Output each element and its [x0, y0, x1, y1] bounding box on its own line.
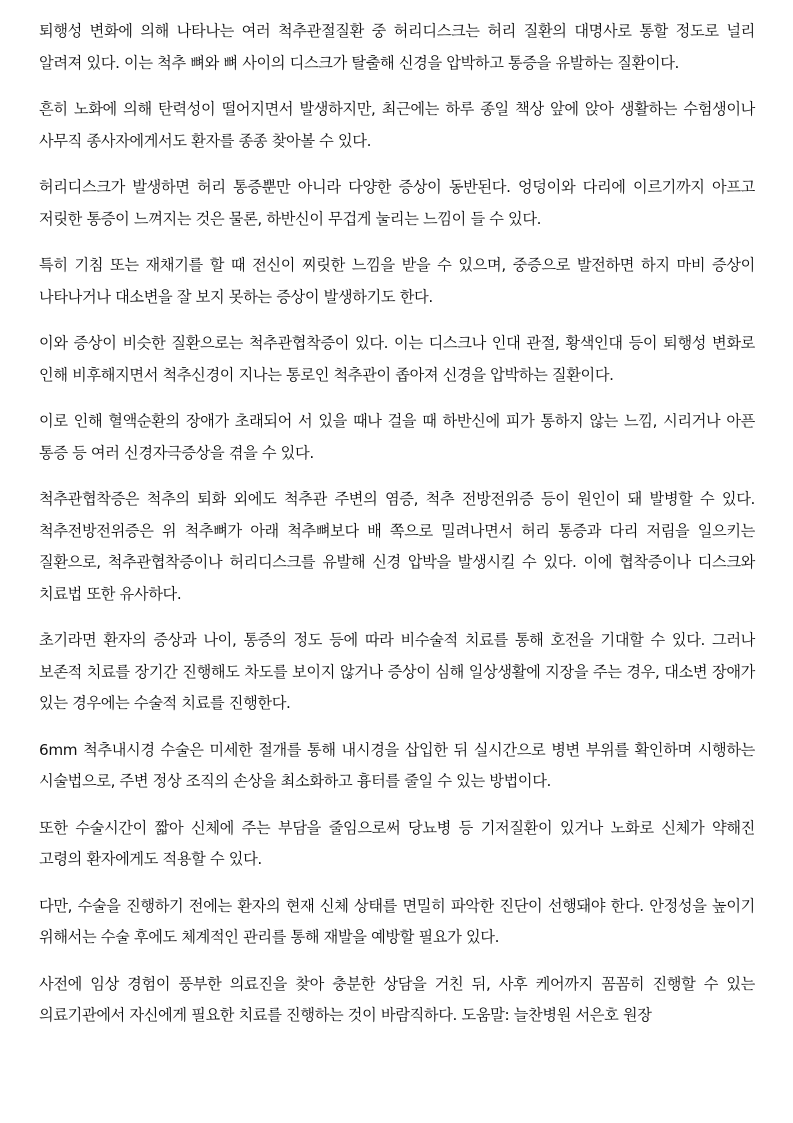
paragraph-12: 사전에 임상 경험이 풍부한 의료진을 찾아 충분한 상담을 거친 뒤, 사후 케어까지 꼼꼼히 진행할 수 있는 의료기관에서 자신에게 필요한 치료를 진행하는 것이 바람직하다. 도움말: 늘찬병원 서은호 원장 — [39, 974, 755, 1024]
paragraph-9: 6mm 척추내시경 수술은 미세한 절개를 통해 내시경을 삽입한 뒤 실시간으로 병변 부위를 확인하며 시행하는 시술법으로, 주변 정상 조직의 손상을 최소화하고 흉터를 줄일 수 있는 방법이다. — [39, 740, 755, 790]
paragraph-11: 다만, 수술을 진행하기 전에는 환자의 현재 신체 상태를 면밀히 파악한 진단이 선행돼야 한다. 안정성을 높이기 위해서는 수술 후에도 체계적인 관리를 통해 재발을 예방할 필요가 있다. — [39, 896, 755, 946]
paragraph-10: 또한 수술시간이 짧아 신체에 주는 부담을 줄임으로써 당뇨병 등 기저질환이 있거나 노화로 신체가 약해진 고령의 환자에게도 적용할 수 있다. — [39, 818, 755, 868]
paragraph-8: 초기라면 환자의 증상과 나이, 통증의 정도 등에 따라 비수술적 치료를 통해 호전을 기대할 수 있다. 그러나 보존적 치료를 장기간 진행해도 차도를 보이지 않거나 증상이 심해 일상생활에 지장을 주는 경우, 대소변 장애가 있는 경우에는 수술적 치료를 진행한다. — [39, 631, 755, 712]
paragraph-7: 척추관협착증은 척추의 퇴화 외에도 척추관 주변의 염증, 척추 전방전위증 등이 원인이 돼 발병할 수 있다. 척추전방전위증은 위 척추뼈가 아래 척추뼈보다 배 쪽으로 밀려나면서 허리 통증과 다리 저림을 일으키는 질환으로, 척추관협착증이나 허리디스크를 유발해 신경 압박을 발생시킬 수 있다. 이에 협착증이나 디스크와 치료법 또한 유사하다. — [39, 490, 755, 603]
article-body — [39, 16, 755, 1047]
paragraph-3: 허리디스크가 발생하면 허리 통증뿐만 아니라 다양한 증상이 동반된다. 엉덩이와 다리에 이르기까지 아프고 저릿한 통증이 느껴지는 것은 물론, 하반신이 무겁게 눌리는 느낌이 들 수 있다. — [39, 178, 755, 228]
paragraph-6: 이로 인해 혈액순환의 장애가 초래되어 서 있을 때나 걸을 때 하반신에 피가 통하지 않는 느낌, 시리거나 아픈 통증 등 여러 신경자극증상을 겪을 수 있다. — [39, 412, 755, 462]
paragraph-5: 이와 증상이 비슷한 질환으로는 척추관협착증이 있다. 이는 디스크나 인대 관절, 황색인대 등이 퇴행성 변화로 인해 비후해지면서 척추신경이 지나는 통로인 척추관이 좁아져 신경을 압박하는 질환이다. — [39, 334, 755, 384]
paragraph-4: 특히 기침 또는 재채기를 할 때 전신이 찌릿한 느낌을 받을 수 있으며, 중증으로 발전하면 하지 마비 증상이 나타나거나 대소변을 잘 보지 못하는 증상이 발생하기도 한다. — [39, 256, 755, 306]
paragraph-2: 흔히 노화에 의해 탄력성이 떨어지면서 발생하지만, 최근에는 하루 종일 책상 앞에 앉아 생활하는 수험생이나 사무직 종사자에게서도 환자를 종종 찾아볼 수 있다. — [39, 100, 755, 150]
paragraph-1: 퇴행성 변화에 의해 나타나는 여러 척추관절질환 중 허리디스크는 허리 질환의 대명사로 통할 정도로 널리 알려져 있다. 이는 척추 뼈와 뼈 사이의 디스크가 탈출해 신경을 압박하고 통증을 유발하는 질환이다. — [39, 22, 755, 72]
